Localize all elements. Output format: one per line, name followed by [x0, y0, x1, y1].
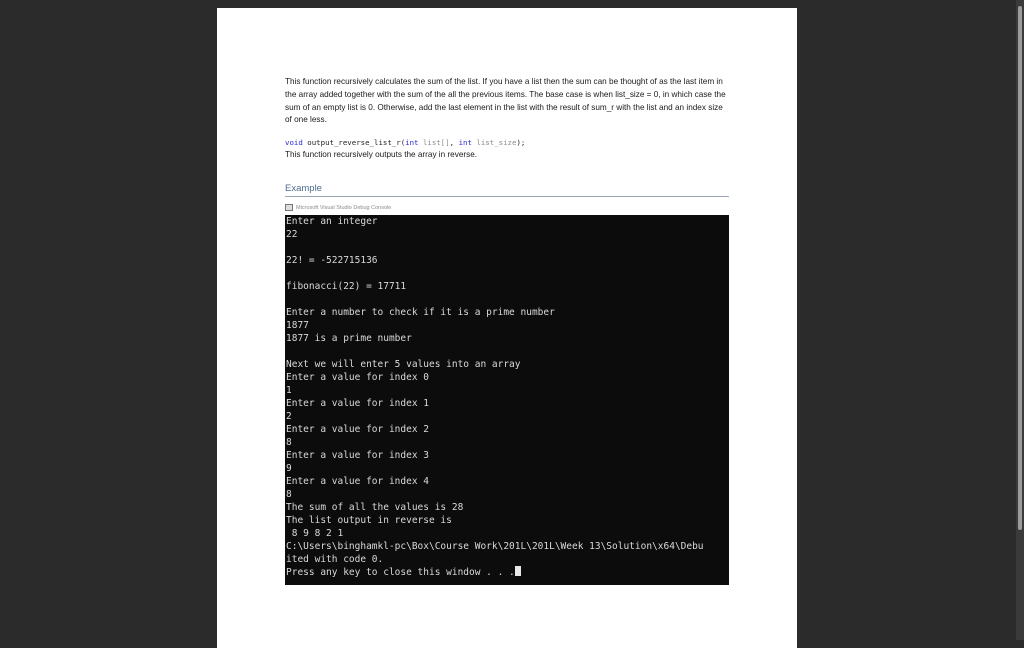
console-line: 1	[286, 385, 292, 396]
console-line: Enter a number to check if it is a prime number	[286, 307, 555, 318]
signature-description: This function recursively outputs the array in reverse.	[285, 150, 478, 159]
sig-param-2: list_size	[476, 138, 517, 147]
console-line: Enter a value for index 4	[286, 476, 429, 487]
sig-param-1: list[]	[422, 138, 450, 147]
console-line: The sum of all the values is 28	[286, 502, 464, 513]
description-paragraph: This function recursively calculates the sum of the list. If you have a list then the sum can be thought of as the last item in the array added together with the sum of the all the previous items. The base case is when list_size = 0, in which case the sum of an empty list is 0. Otherwise, add the last element in the list with the result of sum_r with the list and an index size of one less.	[285, 77, 726, 125]
console-line: 22	[286, 229, 298, 240]
sig-type-2: int	[458, 138, 472, 147]
vertical-scrollbar[interactable]	[1016, 0, 1024, 640]
console-line: Enter a value for index 2	[286, 424, 429, 435]
console-line: 1877 is a prime number	[286, 333, 412, 344]
console-line: Enter a value for index 1	[286, 398, 429, 409]
heading-underline	[285, 196, 729, 197]
console-line: 8	[286, 437, 292, 448]
console-output	[285, 215, 729, 579]
console-line: Enter a value for index 0	[286, 372, 429, 383]
console-app-icon	[285, 204, 293, 211]
console-line: 2	[286, 411, 292, 422]
sig-separator: ,	[449, 138, 459, 147]
console-line: fibonacci(22) = 17711	[286, 281, 407, 292]
console-title: Microsoft Visual Studio Debug Console	[296, 204, 392, 211]
console-line: The list output in reverse is	[286, 515, 452, 526]
console-line: 22! = -522715136	[286, 255, 378, 266]
console-window	[285, 215, 729, 585]
example-heading: Example	[285, 183, 322, 194]
console-cursor	[515, 566, 521, 576]
console-line: Press any key to close this window . . .	[286, 567, 515, 578]
console-line: 9	[286, 463, 292, 474]
console-line: 1877	[286, 320, 309, 331]
sig-return-type: void	[285, 138, 303, 147]
console-line: C:\Users\binghamkl-pc\Box\Course Work\201L\201L\Week 13\Solution\x64\Debu	[286, 541, 704, 552]
console-line: 8	[286, 489, 292, 500]
console-line: Next we will enter 5 values into an array	[286, 359, 521, 370]
scrollbar-thumb[interactable]	[1018, 6, 1022, 530]
console-line: 8 9 8 2 1	[286, 528, 344, 539]
sig-end: );	[516, 138, 526, 147]
sig-type-1: int	[405, 138, 419, 147]
console-line: Enter an integer	[286, 216, 378, 227]
function-signature	[285, 138, 731, 147]
console-line: ited with code 0.	[286, 554, 384, 565]
sig-name: output_reverse_list_r(	[307, 138, 406, 147]
console-titlebar	[285, 201, 729, 214]
document-page	[217, 8, 797, 648]
console-line: Enter a value for index 3	[286, 450, 429, 461]
